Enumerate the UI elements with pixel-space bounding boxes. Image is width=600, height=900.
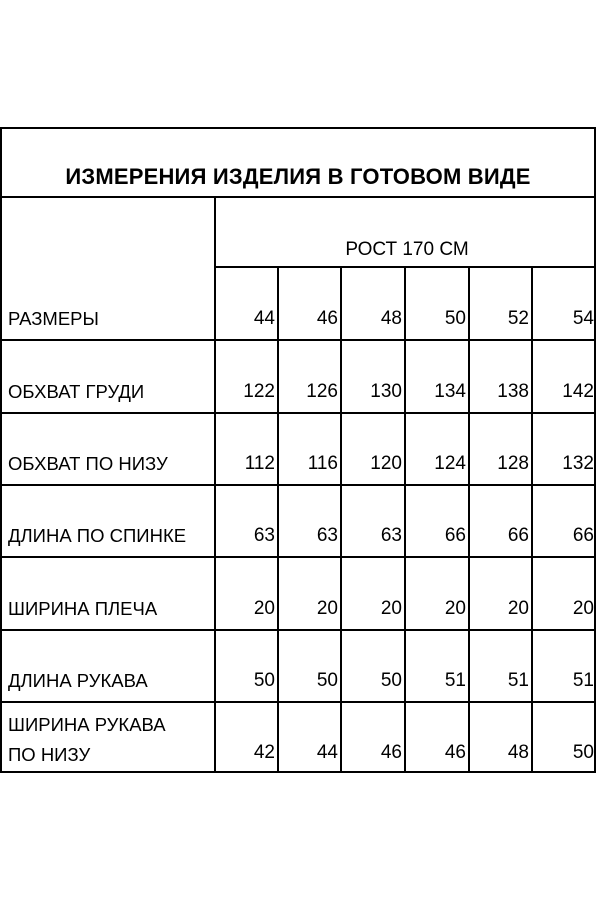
value-cell: 51 [444, 670, 466, 691]
value-cell: 20 [380, 598, 402, 619]
chart-title: ИЗМЕРЕНИЯ ИЗДЕЛИЯ В ГОТОВОМ ВИДЕ [2, 129, 594, 198]
value-cell: 63 [316, 525, 338, 546]
value-cell: 66 [444, 525, 466, 546]
value-cell: 138 [497, 381, 529, 402]
value-column-divider [340, 266, 342, 771]
value-cell: 50 [572, 742, 594, 763]
row-divider [2, 412, 596, 414]
value-cell: 126 [306, 381, 338, 402]
row-label: ШИРИНА ПЛЕЧА [8, 598, 158, 619]
value-cell: 120 [370, 453, 402, 474]
value-cell: 54 [572, 308, 594, 329]
row-label: ОБХВАТ ГРУДИ [8, 381, 145, 402]
value-cell: 63 [380, 525, 402, 546]
value-cell: 44 [316, 742, 338, 763]
row-label: ДЛИНА РУКАВА [8, 670, 148, 691]
value-cell: 130 [370, 381, 402, 402]
value-cell: 52 [507, 308, 529, 329]
value-cell: 116 [307, 453, 338, 474]
height-label: РОСТ 170 СМ [345, 239, 469, 260]
row-divider [2, 556, 596, 558]
value-cell: 42 [253, 742, 275, 763]
value-cell: 128 [497, 453, 529, 474]
value-cell: 50 [316, 670, 338, 691]
value-cell: 134 [434, 381, 466, 402]
row-divider [2, 629, 596, 631]
value-cell: 44 [253, 308, 275, 329]
value-cell: 66 [507, 525, 529, 546]
value-cell: 20 [253, 598, 275, 619]
value-cell: 50 [380, 670, 402, 691]
value-cell: 142 [562, 381, 594, 402]
value-cell: 124 [434, 453, 466, 474]
value-cell: 48 [507, 742, 529, 763]
row-label: РАЗМЕРЫ [8, 308, 99, 329]
value-cell: 46 [316, 308, 338, 329]
value-cell: 51 [572, 670, 594, 691]
value-cell: 50 [444, 308, 466, 329]
value-cell: 50 [253, 670, 275, 691]
row-divider [2, 339, 596, 341]
value-cell: 20 [507, 598, 529, 619]
row-label: ШИРИНА РУКАВА [8, 714, 166, 735]
row-label: ПО НИЗУ [8, 744, 91, 765]
value-cell: 112 [244, 453, 275, 474]
row-label: ОБХВАТ ПО НИЗУ [8, 453, 168, 474]
value-cell: 66 [572, 525, 594, 546]
value-column-divider [468, 266, 470, 771]
value-cell: 132 [562, 453, 594, 474]
value-cell: 48 [380, 308, 402, 329]
value-cell: 63 [253, 525, 275, 546]
row-divider [2, 701, 596, 703]
value-cell: 46 [380, 742, 402, 763]
row-label: ДЛИНА ПО СПИНКЕ [8, 525, 187, 546]
value-cell: 46 [444, 742, 466, 763]
value-cell: 20 [316, 598, 338, 619]
size-chart-table [0, 127, 596, 773]
value-cell: 20 [444, 598, 466, 619]
value-cell: 122 [243, 381, 275, 402]
row-divider [2, 484, 596, 486]
value-cell: 20 [572, 598, 594, 619]
value-column-divider [404, 266, 406, 771]
value-column-divider [531, 266, 533, 771]
value-cell: 51 [507, 670, 529, 691]
value-column-divider [277, 266, 279, 771]
